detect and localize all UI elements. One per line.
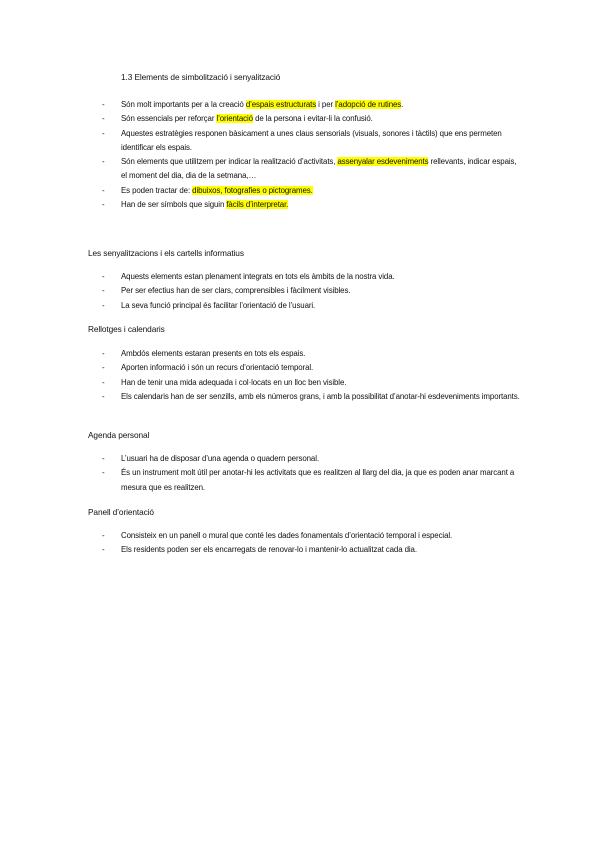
highlighted-text: l’orientació — [216, 114, 253, 124]
bullet-dash: - — [102, 200, 105, 210]
bullet-dash: - — [102, 100, 105, 109]
bullet-dash: - — [102, 468, 105, 478]
item-text: Consisteix en un panell o mural que conté les dades fonamentals d’orientació temporal i especial. — [121, 531, 453, 540]
item-text: Els calendaris han de ser senzills, amb els números grans, i amb la possibilitat d’anotar-hi esdeveniments importants. — [121, 391, 520, 401]
list-item — [102, 270, 521, 284]
bullet-list — [102, 270, 521, 313]
list-item — [102, 529, 521, 543]
highlighted-text: dibuixos, fotografies o pictogrames. — [192, 185, 313, 195]
list-item — [102, 543, 521, 557]
highlighted-text: l’adopció de rutines — [335, 100, 402, 109]
item-text: Són essencials per reforçar — [121, 114, 217, 124]
item-text: . — [401, 100, 404, 109]
section-heading: Rellotges i calendaris — [88, 324, 165, 334]
intro-list — [102, 98, 521, 212]
bullet-dash: - — [102, 363, 105, 373]
list-item — [102, 127, 521, 156]
item-text: Aporten informació i són un recurs d’orientació temporal. — [121, 363, 314, 373]
section-heading: Panell d’orientació — [88, 507, 154, 517]
item-text: Són molt importants per a la creació — [121, 100, 246, 109]
bullet-dash: - — [102, 545, 105, 555]
section-title: 1.3 Elements de simbolització i senyalització — [121, 72, 281, 82]
section-heading: Agenda personal — [88, 430, 150, 440]
section-heading: Les senyalitzacions i els cartells informatius — [88, 248, 244, 258]
list-item — [102, 198, 521, 212]
item-text: Es poden tractar de: — [121, 185, 193, 195]
bullet-dash: - — [102, 454, 105, 463]
bullet-dash: - — [102, 349, 105, 358]
bullet-dash: - — [102, 272, 105, 281]
bullet-dash: - — [102, 185, 105, 195]
list-item — [102, 184, 521, 198]
item-text: i per — [316, 100, 336, 109]
highlighted-text: d’espais estructurats — [245, 100, 317, 109]
item-text: rellevants, indicar espais, el moment del dia, dia de la setmana,… — [121, 157, 517, 181]
list-item — [102, 299, 521, 313]
bullet-dash: - — [102, 531, 105, 540]
list-item — [102, 452, 521, 466]
item-text: Els residents poden ser els encarregats de renovar-lo i mantenir-lo actualitzat cada dia. — [121, 545, 417, 555]
bullet-dash: - — [102, 286, 105, 296]
bullet-dash: - — [102, 377, 105, 387]
bullet-dash: - — [102, 391, 105, 401]
item-text: Aquests elements estan plenament integrats en tots els àmbits de la nostra vida. — [121, 272, 395, 281]
item-text: Han de tenir una mida adequada i col·locats en un lloc ben visible. — [121, 377, 347, 387]
item-text: La seva funció principal és facilitar l’orientació de l’usuari. — [121, 300, 316, 310]
list-item — [102, 390, 521, 404]
bullet-list — [102, 529, 521, 558]
item-text: de la persona i evitar-li la confusió. — [252, 114, 373, 124]
item-text: Són elements que utilitzem per indicar la realització d’activitats, — [121, 157, 338, 167]
list-item — [102, 155, 521, 184]
item-text: Ambdós elements estaran presents en tots els espais. — [121, 349, 306, 358]
list-item — [102, 361, 521, 375]
bullet-dash: - — [102, 128, 105, 138]
bullet-list — [102, 452, 521, 495]
bullet-dash: - — [102, 114, 105, 124]
bullet-list — [102, 347, 521, 404]
list-item — [102, 284, 521, 298]
item-text: Per ser efectius han de ser clars, comprensibles i fàcilment visibles. — [121, 286, 351, 296]
list-item — [102, 347, 521, 361]
bullet-dash: - — [102, 157, 105, 167]
item-text: És un instrument molt útil per anotar-hi les activitats que es realitzen al llarg del dia, ja que es poden anar marcant a mesura que es realitzen. — [121, 468, 515, 492]
highlighted-text: fàcils d’interpretar. — [226, 200, 289, 210]
list-item — [102, 466, 521, 495]
item-text: Han de ser símbols que siguin — [121, 200, 227, 210]
item-text: L’usuari ha de disposar d’una agenda o quadern personal. — [121, 454, 319, 463]
list-item — [102, 98, 521, 112]
bullet-dash: - — [102, 300, 105, 310]
list-item — [102, 376, 521, 390]
list-item — [102, 112, 521, 126]
highlighted-text: assenyalar esdeveniments — [337, 157, 429, 167]
item-text: Aquestes estratègies responen bàsicament a unes claus sensorials (visuals, sonores i tàctils) que ens permeten identificar els espais. — [121, 128, 502, 152]
